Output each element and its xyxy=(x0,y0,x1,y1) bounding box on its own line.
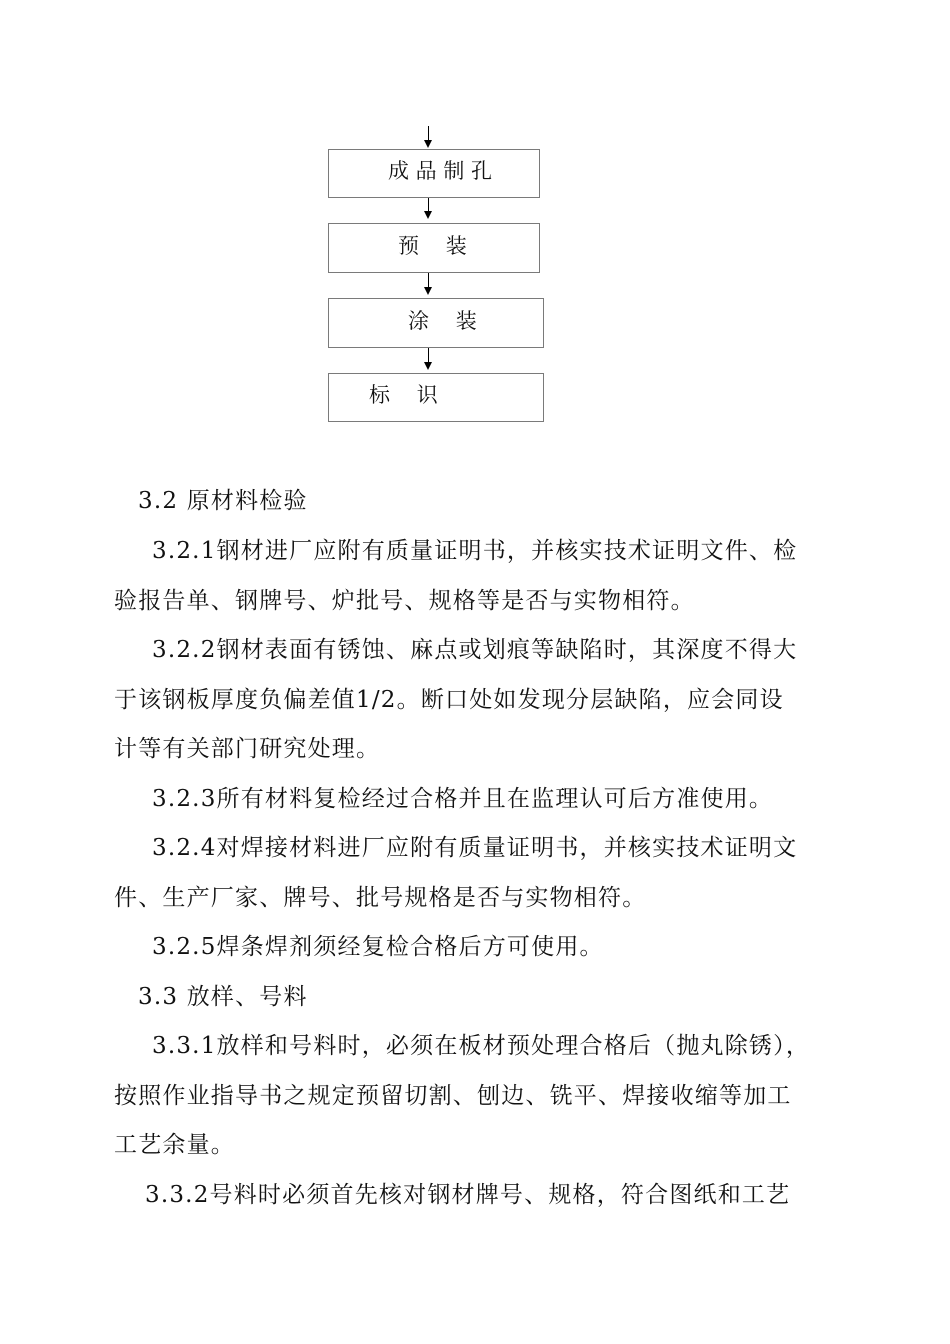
flow-connector xyxy=(428,273,429,287)
flow-connector xyxy=(428,126,429,140)
flow-step-label: 预 装 xyxy=(398,234,467,258)
section-heading: 3.3 放样、号料 xyxy=(138,984,308,1010)
paragraph-line: 3.2.1钢材进厂应附有质量证明书，并核实技术证明文件、检 xyxy=(152,538,798,564)
arrow-down-icon xyxy=(424,140,432,148)
arrow-down-icon xyxy=(424,287,432,295)
paragraph-line: 计等有关部门研究处理。 xyxy=(114,736,381,762)
flow-connector xyxy=(428,198,429,211)
paragraph-line: 3.2.2钢材表面有锈蚀、麻点或划痕等缺陷时，其深度不得大 xyxy=(152,637,798,663)
flow-step-label: 成 品 制 孔 xyxy=(388,159,493,183)
paragraph-line: 3.2.4对焊接材料进厂应附有质量证明书，并核实技术证明文 xyxy=(152,835,798,861)
paragraph-line: 工艺余量。 xyxy=(114,1132,235,1158)
paragraph-line: 件、生产厂家、牌号、批号规格是否与实物相符。 xyxy=(114,885,647,911)
section-heading: 3.2 原材料检验 xyxy=(138,488,308,514)
flow-step-label: 涂 装 xyxy=(408,309,477,333)
flow-step-label: 标 识 xyxy=(369,383,438,407)
paragraph-line: 3.2.5焊条焊剂须经复检合格后方可使用。 xyxy=(152,934,604,960)
arrow-down-icon xyxy=(424,362,432,370)
paragraph-line: 于该钢板厚度负偏差值1/2。断口处如发现分层缺陷，应会同设 xyxy=(114,687,784,713)
paragraph-line: 按照作业指导书之规定预留切割、刨边、铣平、焊接收缩等加工 xyxy=(114,1083,792,1109)
paragraph-line: 3.3.1放样和号料时，必须在板材预处理合格后（抛丸除锈）， xyxy=(152,1033,811,1059)
paragraph-line: 验报告单、钢牌号、炉批号、规格等是否与实物相符。 xyxy=(114,588,695,614)
paragraph-line: 3.3.2号料时必须首先核对钢材牌号、规格，符合图纸和工艺 xyxy=(145,1182,791,1208)
flow-connector xyxy=(428,348,429,362)
paragraph-line: 3.2.3所有材料复检经过合格并且在监理认可后方准使用。 xyxy=(152,786,774,812)
arrow-down-icon xyxy=(424,211,432,219)
